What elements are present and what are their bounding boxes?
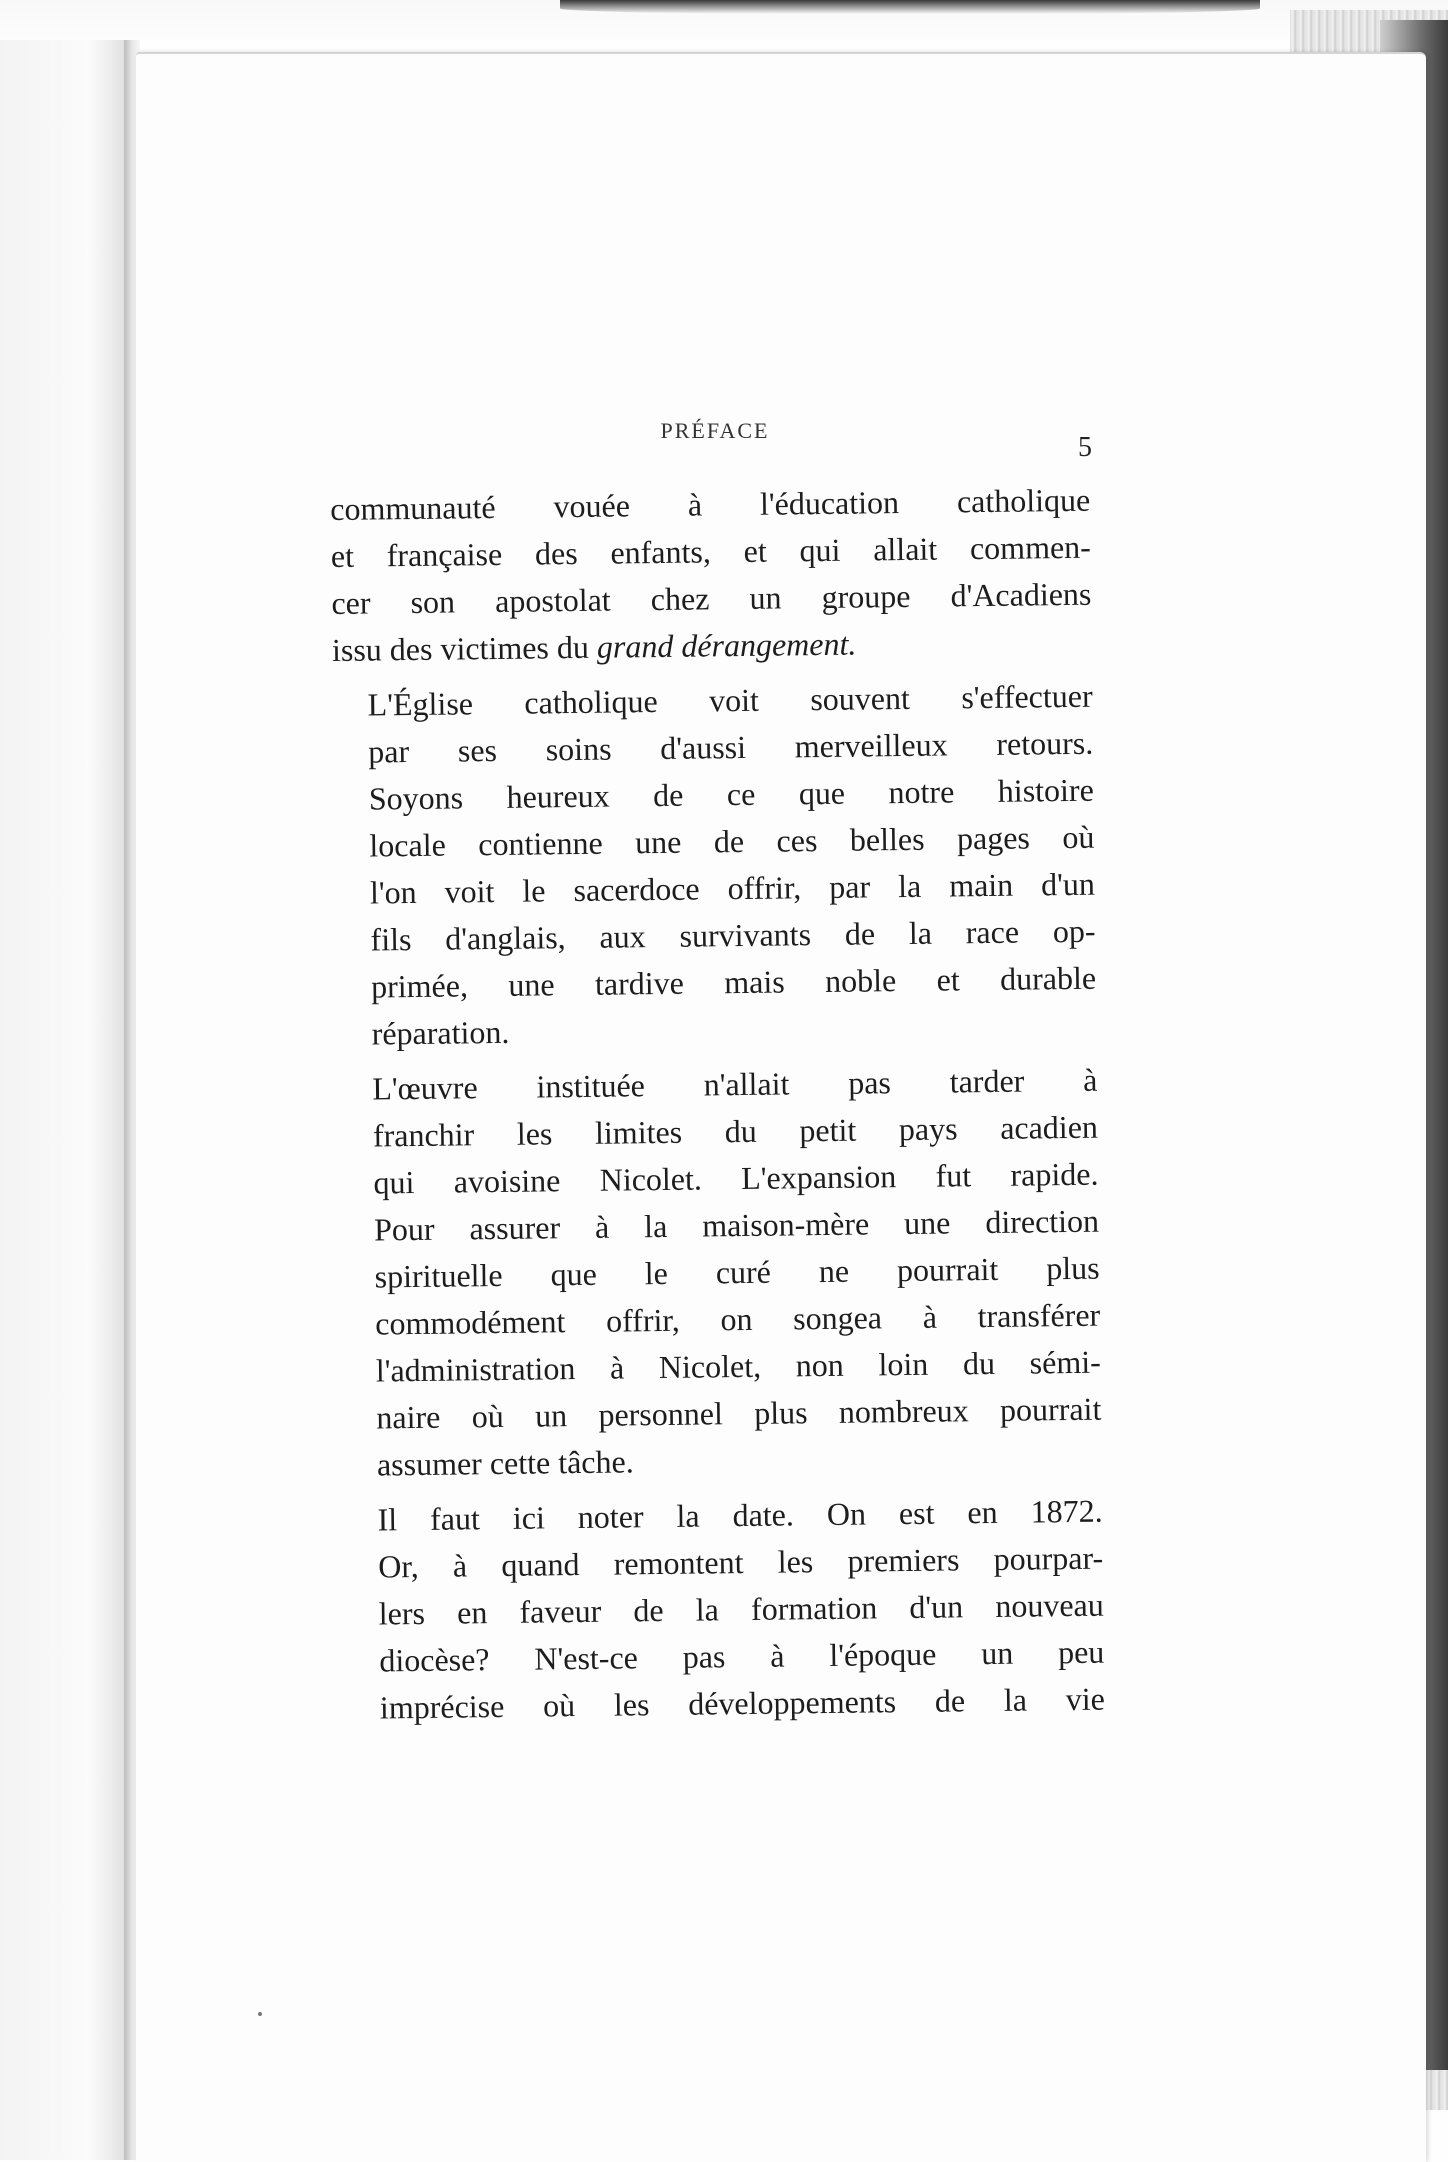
text-line: et française des enfants, et qui allait commen- (330, 528, 1092, 574)
text-line: locale contienne une de ces belles pages où (369, 818, 1095, 864)
text-line: naire où un personnel plus nombreux pourrait (376, 1390, 1102, 1436)
paper-speck (258, 2012, 262, 2016)
text-run: issu des victimes du (331, 628, 598, 668)
text-line: réparation. (371, 1013, 510, 1052)
text-line: Soyons heureux de ce que notre histoire (368, 771, 1094, 817)
body-text (330, 477, 1105, 1732)
paragraph-4 (342, 1488, 1105, 1732)
paragraph-1 (330, 477, 1092, 674)
page-number: 5 (1078, 432, 1092, 463)
paragraph-3 (337, 1057, 1102, 1489)
text-line: imprécise où les développements de la vie (379, 1680, 1106, 1726)
text-line: commodément offrir, on songea à transférer (375, 1296, 1101, 1342)
text-line (332, 618, 1093, 674)
text-line: franchir les limites du petit pays acadien (372, 1108, 1099, 1154)
text-line: cer son apostolat chez un groupe d'Acadiens (331, 575, 1092, 621)
text-line: lers en faveur de la formation d'un nouveau (378, 1586, 1104, 1632)
paragraph-2 (332, 673, 1097, 1058)
text-line: qui avoisine Nicolet. L'expansion fut rapide. (373, 1155, 1099, 1201)
text-line: l'administration à Nicolet, non loin du sémi- (375, 1343, 1101, 1389)
book-cover-edge (560, 0, 1260, 14)
italic-phrase: grand dérangement. (596, 625, 857, 665)
text-line: par ses soins d'aussi merveilleux retours. (368, 724, 1094, 770)
left-page-leaf (0, 40, 128, 2160)
running-head: PRÉFACE (660, 418, 770, 443)
text-line: Pour assurer à la maison-mère une direction (373, 1202, 1100, 1248)
text-line: diocèse? N'est-ce pas à l'époque un peu (379, 1633, 1105, 1679)
text-line: primée, une tardive mais noble et durable (370, 959, 1097, 1005)
text-line: communauté vouée à l'éducation catholique (330, 481, 1091, 527)
text-line: Il faut ici noter la date. On est en 1872. (377, 1492, 1103, 1538)
text-line: L'œuvre instituée n'allait pas tarder à (372, 1061, 1098, 1107)
text-line: L'Église catholique voit souvent s'effectuer (367, 677, 1093, 723)
text-line: spirituelle que le curé ne pourrait plus (374, 1249, 1100, 1295)
text-line: assumer cette tâche. (376, 1443, 634, 1483)
text-line: l'on voit le sacerdoce offrir, par la main d'un (369, 865, 1096, 911)
text-line: Or, à quand remontent les premiers pourpar- (377, 1539, 1104, 1585)
text-line: fils d'anglais, aux survivants de la race op- (370, 912, 1096, 958)
